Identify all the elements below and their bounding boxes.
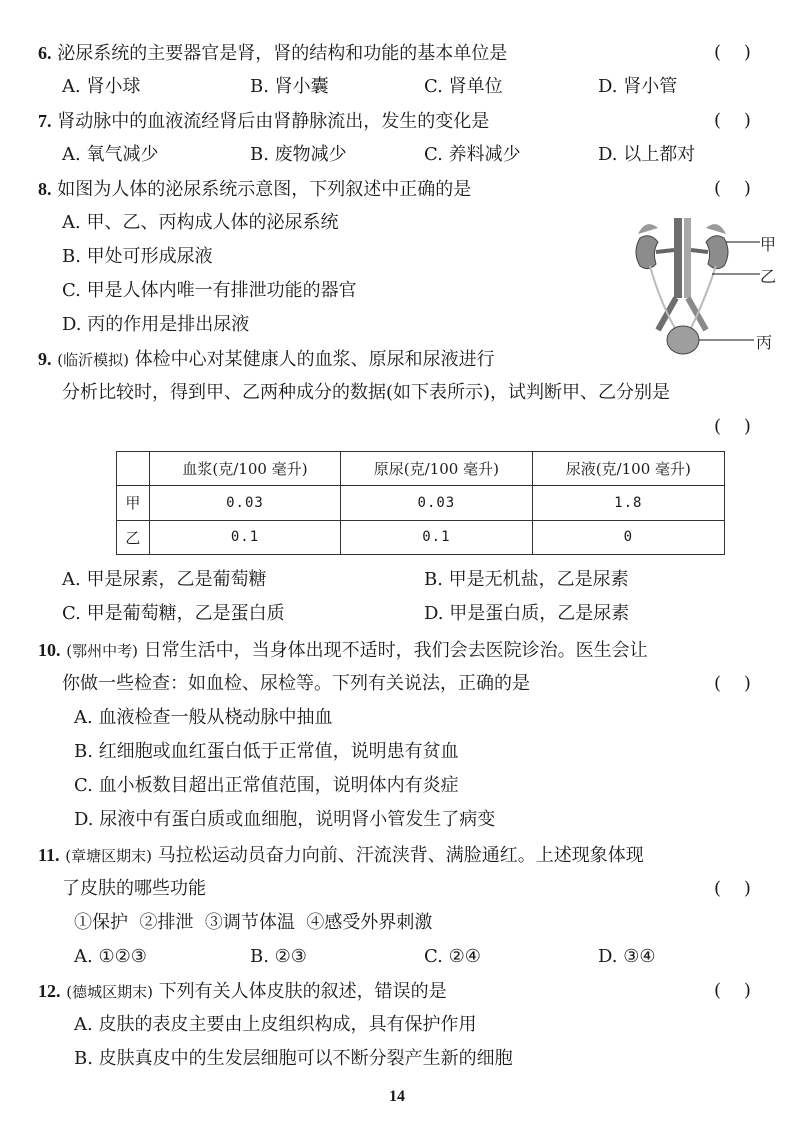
q8-stem [38, 172, 471, 206]
q10-text-line1: 日常生活中，当身体出现不适时，我们会去医院诊治。医生会让 [143, 640, 648, 661]
table-row [117, 486, 725, 520]
q9-stem-line2: 分析比较时，得到甲、乙两种成分的数据(如下表所示)，试判断甲、乙分别是 [62, 382, 671, 403]
q8-option-b[interactable]: B. 甲处可形成尿液 [62, 246, 213, 267]
q10-option-b[interactable]: B. 红细胞或血红蛋白低于正常值，说明患有贫血 [74, 741, 459, 762]
q6-text: 泌尿系统的主要器官是肾，肾的结构和功能的基本单位是 [57, 43, 508, 64]
q7-text: 肾动脉中的血液流经肾后由肾静脉流出，发生的变化是 [57, 111, 490, 132]
table-cell: 1.8 [532, 486, 724, 520]
q12-answer-blank[interactable]: ( ) [714, 980, 751, 1001]
q11-stem-line2: 了皮肤的哪些功能 [62, 878, 206, 899]
q10-source: (鄂州中考) [66, 642, 138, 660]
figure-label-yi: 乙 [760, 267, 777, 286]
q6-stem [38, 36, 507, 70]
q7-option-b[interactable]: B. 废物减少 [250, 144, 347, 165]
q9-source: (临沂模拟) [57, 351, 129, 369]
q11-function-items: ①保护 ②排泄 ③调节体温 ④感受外界刺激 [74, 912, 433, 933]
q11-option-c[interactable]: C. ②④ [424, 946, 481, 967]
q10-stem-line2: 你做一些检查：如血检、尿检等。下列有关说法，正确的是 [62, 673, 530, 694]
table-cell: 乙 [117, 520, 150, 554]
table-header-cell [117, 452, 150, 486]
q8-option-d[interactable]: D. 丙的作用是排出尿液 [62, 314, 250, 335]
q9-option-b[interactable]: B. 甲是无机盐，乙是尿素 [424, 569, 629, 590]
q11-text-line1: 马拉松运动员奋力向前、汗流浃背、满脸通红。上述现象体现 [157, 845, 644, 866]
q7-stem [38, 104, 489, 138]
q6-option-d[interactable]: D. 肾小管 [598, 76, 678, 97]
table-cell: 0.03 [341, 486, 532, 520]
q6-option-a[interactable]: A. 肾小球 [62, 76, 141, 97]
q10-option-a[interactable]: A. 血液检查一般从桡动脉中抽血 [74, 707, 333, 728]
q8-number: 8. [38, 179, 52, 199]
q12-number: 12. [38, 981, 61, 1001]
table-header-cell: 血浆(克/100 毫升) [149, 452, 340, 486]
q9-number: 9. [38, 349, 52, 369]
q9-option-d[interactable]: D. 甲是蛋白质，乙是尿素 [424, 603, 630, 624]
figure-label-jia: 甲 [760, 235, 777, 254]
table-cell: 甲 [117, 486, 150, 520]
q6-option-b[interactable]: B. 肾小囊 [250, 76, 329, 97]
q9-answer-blank[interactable]: ( ) [714, 416, 751, 437]
table-header-cell: 尿液(克/100 毫升) [532, 452, 724, 486]
q8-answer-blank[interactable]: ( ) [714, 178, 751, 199]
q11-option-d[interactable]: D. ③④ [598, 946, 656, 967]
table-cell: 0 [532, 520, 724, 554]
figure-label-bing: 丙 [756, 333, 773, 352]
q9-option-a[interactable]: A. 甲是尿素，乙是葡萄糖 [62, 569, 267, 590]
q7-answer-blank[interactable]: ( ) [714, 110, 751, 131]
q8-option-a[interactable]: A. 甲、乙、丙构成人体的泌尿系统 [62, 212, 339, 233]
urinary-system-figure [630, 212, 780, 362]
q10-number: 10. [38, 640, 61, 660]
q9-stem-line1 [38, 342, 495, 376]
q6-answer-blank[interactable]: ( ) [714, 42, 751, 63]
table-header-cell: 原尿(克/100 毫升) [341, 452, 532, 486]
q12-stem [38, 974, 447, 1008]
q7-option-c[interactable]: C. 养料减少 [424, 144, 521, 165]
q11-answer-blank[interactable]: ( ) [714, 878, 751, 899]
q9-text-line1: 体检中心对某健康人的血浆、原尿和尿液进行 [134, 349, 495, 370]
q7-option-d[interactable]: D. 以上都对 [598, 144, 696, 165]
page-number: 14 [389, 1088, 405, 1105]
q6-number: 6. [38, 43, 52, 63]
q11-option-a[interactable]: A. ①②③ [74, 946, 147, 967]
q11-source: (章塘区期末) [65, 847, 152, 865]
q10-stem-line1 [38, 633, 648, 667]
q10-answer-blank[interactable]: ( ) [714, 673, 751, 694]
q7-number: 7. [38, 111, 52, 131]
q12-text: 下列有关人体皮肤的叙述，错误的是 [158, 981, 447, 1002]
table-header-row [117, 452, 725, 486]
q11-option-b[interactable]: B. ②③ [250, 946, 307, 967]
q12-option-b[interactable]: B. 皮肤真皮中的生发层细胞可以不断分裂产生新的细胞 [74, 1048, 513, 1069]
q7-option-a[interactable]: A. 氧气减少 [62, 144, 159, 165]
q8-option-c[interactable]: C. 甲是人体内唯一有排泄功能的器官 [62, 280, 357, 301]
table-cell: 0.1 [341, 520, 532, 554]
q6-option-c[interactable]: C. 肾单位 [424, 76, 503, 97]
table-row [117, 520, 725, 554]
q11-stem-line1 [38, 838, 644, 872]
q9-option-c[interactable]: C. 甲是葡萄糖，乙是蛋白质 [62, 603, 285, 624]
q10-option-c[interactable]: C. 血小板数目超出正常值范围，说明体内有炎症 [74, 775, 459, 796]
q12-option-a[interactable]: A. 皮肤的表皮主要由上皮组织构成，具有保护作用 [74, 1014, 477, 1035]
table-cell: 0.1 [149, 520, 340, 554]
q10-option-d[interactable]: D. 尿液中有蛋白质或血细胞，说明肾小管发生了病变 [74, 809, 496, 830]
table-cell: 0.03 [149, 486, 340, 520]
q11-number: 11. [38, 845, 60, 865]
q12-source: (德城区期末) [66, 983, 153, 1001]
q8-text: 如图为人体的泌尿系统示意图，下列叙述中正确的是 [57, 179, 472, 200]
q9-data-table [116, 451, 725, 555]
